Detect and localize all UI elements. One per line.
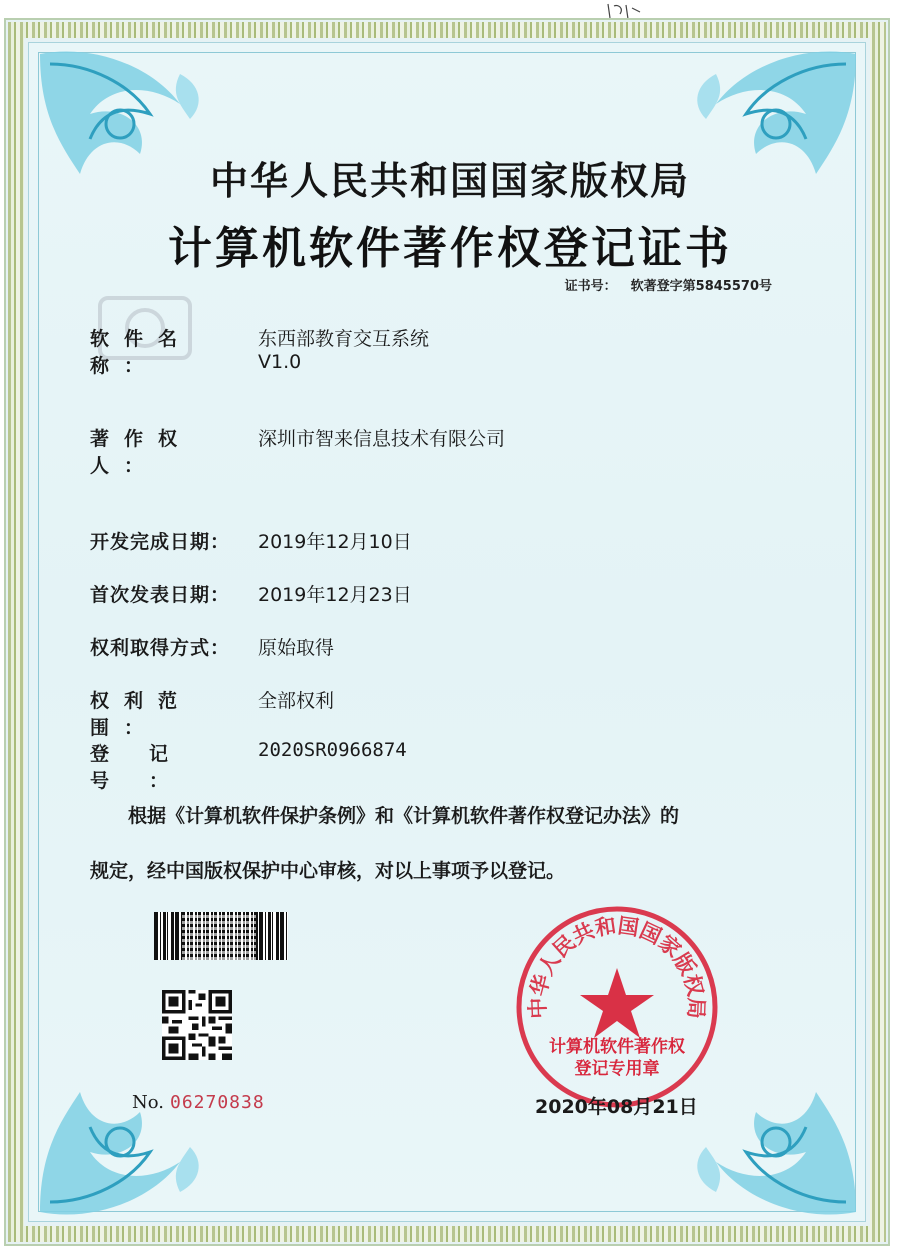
scope-label: 权利范围： xyxy=(90,690,193,739)
serial-number xyxy=(132,1092,265,1113)
seal-ring-text: 中华人民共和国国家版权局 xyxy=(525,913,709,1020)
owner-label: 著作权人： xyxy=(90,428,193,477)
certificate-number-value: 软著登字第5845570号 xyxy=(630,279,772,294)
scope-row xyxy=(90,686,334,740)
dev-date-label: 开发完成日期： xyxy=(90,531,231,553)
serial-prefix: No. xyxy=(132,1092,164,1113)
acquire-row xyxy=(90,633,334,660)
ornament-corner-bottom-left xyxy=(30,1052,220,1222)
seal-graphic xyxy=(514,904,720,1110)
reg-no-row xyxy=(90,739,407,793)
seal-text-line-2: 登记专用章 xyxy=(574,1059,660,1079)
software-version: V1.0 xyxy=(258,351,302,373)
software-name-label: 软件名称： xyxy=(90,328,193,377)
certificate-title: 计算机软件著作权登记证书 xyxy=(168,223,732,274)
issue-date: 2020年08月21日 xyxy=(535,1096,698,1118)
owner-value: 深圳市智来信息技术有限公司 xyxy=(258,428,506,450)
statement-line-2: 规定，经中国版权保护中心审核，对以上事项予以登记。 xyxy=(90,860,566,882)
qr-code xyxy=(162,990,232,1060)
serial-value: 06270838 xyxy=(170,1092,265,1113)
scope-value: 全部权利 xyxy=(258,690,335,712)
reg-no-label: 登记号： xyxy=(90,743,209,792)
issuing-bureau: 中华人民共和国国家版权局 xyxy=(209,158,690,203)
seal-text-line-1: 计算机软件著作权 xyxy=(549,1037,685,1057)
acquire-value: 原始取得 xyxy=(258,637,335,659)
owner-row xyxy=(90,424,505,478)
software-name-value xyxy=(258,324,429,373)
barcode-data-area xyxy=(182,912,256,960)
pub-date-row xyxy=(90,580,412,607)
certificate-number-label: 证书号： xyxy=(564,279,617,294)
software-name-line1: 东西部教育交互系统 xyxy=(258,328,430,350)
acquire-label: 权利取得方式： xyxy=(90,637,231,659)
pub-date-value: 2019年12月23日 xyxy=(258,584,412,606)
certificate-number xyxy=(565,275,772,294)
dev-date-value: 2019年12月10日 xyxy=(258,531,412,553)
software-name-row xyxy=(90,324,429,378)
official-seal xyxy=(514,904,720,1110)
dev-date-row xyxy=(90,527,412,554)
statement-line-1: 根据《计算机软件保护条例》和《计算机软件著作权登记办法》的 xyxy=(128,805,680,827)
pub-date-label: 首次发表日期： xyxy=(90,584,231,606)
reg-no-value: 2020SR0966874 xyxy=(258,739,407,761)
